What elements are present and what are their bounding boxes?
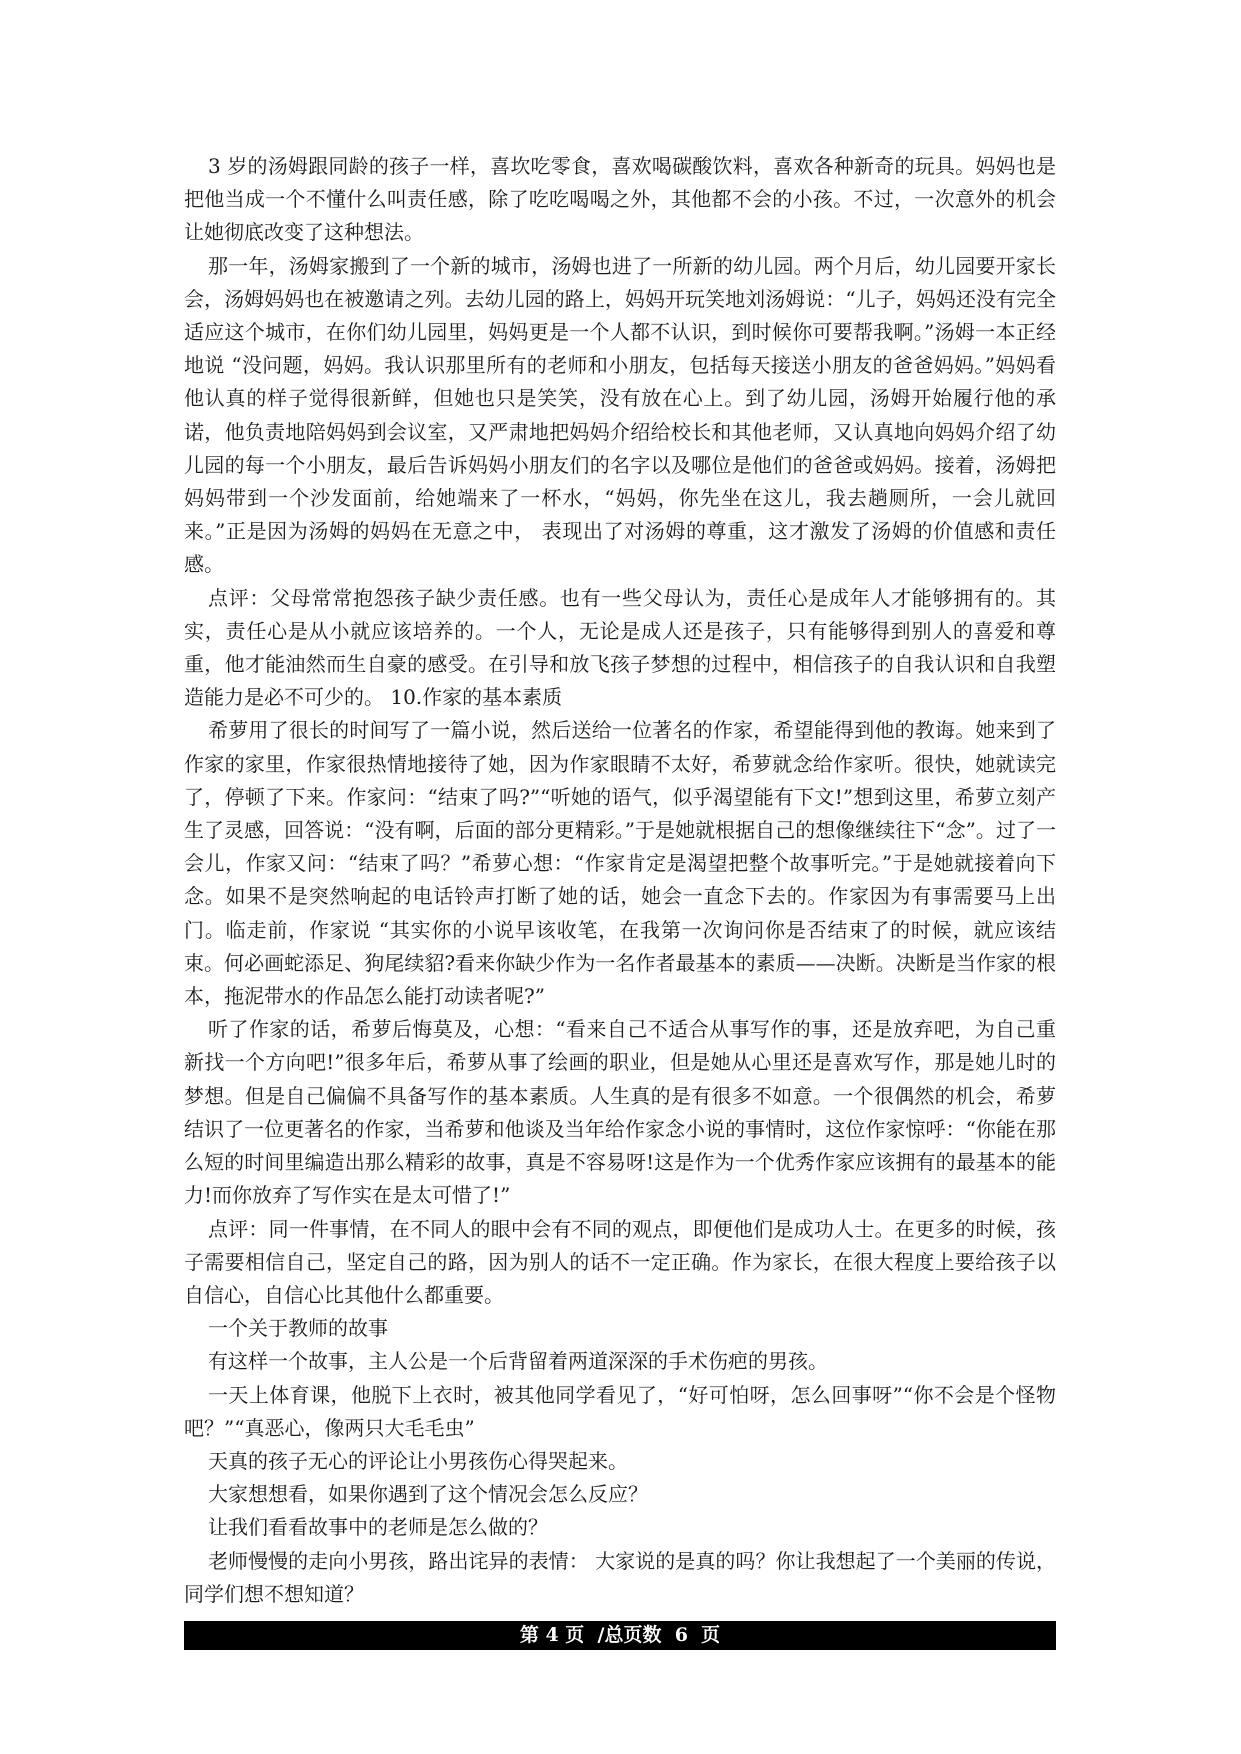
- paragraph: 3 岁的汤姆跟同龄的孩子一样，喜坎吃零食，喜欢喝碳酸饮料，喜欢各种新奇的玩具。妈妈也是把他当成一个不懂什么叫责任感，除了吃吃喝喝之外，其他都不会的小孩。不过，一次意外的机会让她彻底改变了这种想法。: [184, 154, 1056, 245]
- paragraph: 天真的孩子无心的评论让小男孩伤心得哭起来。: [208, 1448, 628, 1473]
- paragraph: 听了作家的话，希萝后悔莫及，心想：“看来自己不适合从事写作的事，还是放弃吧，为自己重新找一个方向吧!”很多年后，希萝从事了绘画的职业，但是她从心里还是喜欢写作，那是她儿时的梦想。但是自己偏偏不具备写作的基本素质。人生真的是有很多不如意。一个很偶然的机会，希萝结识了一位更著名的作家，当希萝和他谈及当年给作家念小说的事情时，这位作家惊呼：“你能在那么短的时间里编造出那么精彩的故事，真是不容易呀!这是作为一个优秀作家应该拥有的最基本的能力!而你放弃了写作实在是太可惜了!”: [184, 1017, 1056, 1208]
- paragraph: 那一年，汤姆家搬到了一个新的城市，汤姆也进了一所新的幼儿园。两个月后，幼儿园要开家长会，汤姆妈妈也在被邀请之列。去幼儿园的路上，妈妈开玩笑地刘汤姆说：“儿子，妈妈还没有完全适应这个城市，在你们幼儿园里，妈妈更是一个人都不认识，到时候你可要帮我啊。”汤姆一本正经地说 “没问题，妈妈。我认识那里所有的老师和小朋友，包括每天接送小朋友的爸爸妈妈。”妈妈看他认真的样子觉得很新鲜，但她也只是笑笑，没有放在心上。到了幼儿园，汤姆开始履行他的承诺，他负责地陪妈妈到会议室，又严肃地把妈妈介绍给校长和其他老师，又认真地向妈妈介绍了幼儿园的每一个小朋友，最后告诉妈妈小朋友们的名字以及哪位是他们的爸爸或妈妈。接着，汤姆把妈妈带到一个沙发面前，给她端来了一杯水，“妈妈，你先坐在这儿，我去趟厕所，一会儿就回来。”正是因为汤姆的妈妈在无意之中， 表现出了对汤姆的尊重，这才激发了汤姆的价值感和责任感。: [184, 253, 1056, 577]
- paragraph: 点评：父母常常抱怨孩子缺少责任感。也有一些父母认为，责任心是成年人才能够拥有的。其实，责任心是从小就应该培养的。一个人，无论是成人还是孩子，只有能够得到别人的喜爱和尊重，他才能油然而生自豪的感受。在引导和放飞孩子梦想的过程中，相信孩子的自我认识和自我塑造能力是必不可少的。 10.作家的基本素质: [184, 585, 1056, 710]
- paragraph: 点评：同一件事情，在不同人的眼中会有不同的观点，即便他们是成功人士。在更多的时候，孩子需要相信自己，坚定自己的路，因为别人的话不一定正确。作为家长，在很大程度上要给孩子以自信心，自信心比其他什么都重要。: [184, 1216, 1056, 1307]
- paragraph: 一天上体育课，他脱下上衣时，被其他同学看见了，“好可怕呀，怎么回事呀”“你不会是个怪物吧？”“真恶心，像两只大毛毛虫”: [184, 1382, 1056, 1440]
- paragraph: 老师慢慢的走向小男孩，路出诧异的表情： 大家说的是真的吗？你让我想起了一个美丽的传说，同学们想不想知道？: [184, 1548, 1056, 1606]
- page-footer: [184, 1621, 1056, 1650]
- paragraph: 希萝用了很长的时间写了一篇小说，然后送给一位著名的作家，希望能得到他的教诲。她来到了作家的家里，作家很热情地接待了她，因为作家眼睛不太好，希萝就念给作家听。很快，她就读完了，停顿了下来。作家问：“结束了吗?”“听她的语气，似乎渴望能有下文!”想到这里，希萝立刻产生了灵感，回答说：“没有啊，后面的部分更精彩。”于是她就根据自己的想像继续往下“念”。过了一会儿，作家又问：“结束了吗？”希萝心想：“作家肯定是渴望把整个故事听完。”于是她就接着向下念。如果不是突然响起的电话铃声打断了她的话，她会一直念下去的。作家因为有事需要马上出门。临走前，作家说 “其实你的小说早该收笔，在我第一次询问你是否结束了的时候，就应该结束。何必画蛇添足、狗尾续貂?看来你缺少作为一名作者最基本的素质——决断。决断是当作家的根本，拖泥带水的作品怎么能打动读者呢?”: [184, 718, 1056, 1009]
- paragraph: 让我们看看故事中的老师是怎么做的？: [208, 1515, 548, 1540]
- paragraph: 有这样一个故事，主人公是一个后背留着两道深深的手术伤疤的男孩。: [208, 1349, 828, 1374]
- page-number: 第 4 页 /总页数 6 页: [519, 1624, 721, 1646]
- paragraph: 大家想想看，如果你遇到了这个情况会怎么反应？: [208, 1482, 648, 1507]
- document-body: [184, 150, 1056, 1611]
- section-heading: 一个关于教师的故事: [208, 1316, 388, 1341]
